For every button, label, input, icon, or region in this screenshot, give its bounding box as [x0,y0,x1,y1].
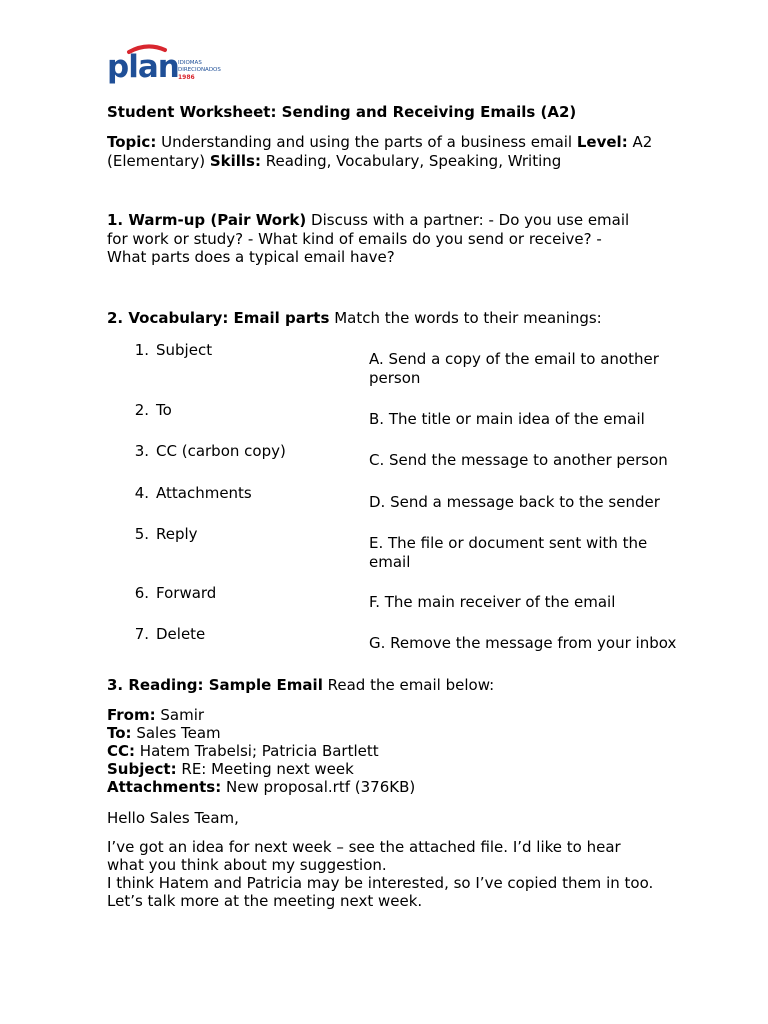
plan-logo-graphic [107,44,232,86]
meaning-item: E. The file or document sent with the email [369,534,648,571]
svg-text:plan: plan [107,49,179,85]
worksheet-meta [107,133,667,170]
warmup-heading: 1. Warm-up (Pair Work) [107,211,307,229]
meaning-item: D. Send a message back to the sender [369,493,660,511]
topic-label: Topic: [107,133,157,151]
email-body-line: I’ve got an idea for next week – see the attached file. I’d like to hear [107,838,621,856]
meaning-item: C. Send the message to another person [369,451,668,469]
meaning-item: F. The main receiver of the email [369,593,616,611]
word-item: 6. Forward [134,584,217,602]
word-item: 4. Attachments [134,484,252,502]
svg-text:IDIOMAS: IDIOMAS [178,60,202,66]
word-item: 5. Reply [134,525,198,543]
worksheet-title: Student Worksheet: Sending and Receiving Emails (A2) [107,103,577,121]
plan-logo [107,44,232,86]
meaning-item: G. Remove the message from your inbox [369,634,677,652]
email-from: From: Samir [107,706,205,724]
topic-text: Understanding and using the parts of a business email [161,133,573,151]
warmup-text: Discuss with a partner: - Do you use email for work or study? - What kind of emails do you send or receive? - What parts does a typical email have? [107,211,630,266]
warmup-section [107,211,642,267]
word-item: 7. Delete [134,625,206,643]
vocabulary-heading: 2. Vocabulary: Email parts [107,309,330,327]
word-item: 3. CC (carbon copy) [134,442,286,460]
word-item: 1. Subject [134,341,213,359]
email-subject: Subject: RE: Meeting next week [107,760,354,778]
word-item: 2. To [134,401,172,419]
email-body-line: Let’s talk more at the meeting next week. [107,892,423,910]
level-label: Level: [576,133,628,151]
email-body-line: what you think about my suggestion. [107,856,387,874]
reading-instruction: Read the email below: [327,676,495,694]
reading-section-heading [107,676,667,695]
email-body-line: I think Hatem and Patricia may be interested, so I’ve copied them in too. [107,874,654,892]
meaning-item: B. The title or main idea of the email [369,410,645,428]
email-greeting: Hello Sales Team, [107,809,239,827]
level-text: A2 (Elementary) [107,133,653,170]
email-cc: CC: Hatem Trabelsi; Patricia Bartlett [107,742,379,760]
skills-text: Reading, Vocabulary, Speaking, Writing [265,151,562,170]
svg-text:DIRECIONADOS: DIRECIONADOS [178,67,221,73]
svg-text:1986: 1986 [178,74,195,81]
vocabulary-section-heading [107,309,667,328]
meaning-item: A. Send a copy of the email to another person [369,350,659,387]
skills-label: Skills: [209,151,261,170]
reading-heading: 3. Reading: Sample Email [107,676,323,694]
email-attachments: Attachments: New proposal.rtf (376KB) [107,778,416,796]
vocabulary-instruction: Match the words to their meanings: [334,309,602,327]
email-to: To: Sales Team [107,724,221,742]
